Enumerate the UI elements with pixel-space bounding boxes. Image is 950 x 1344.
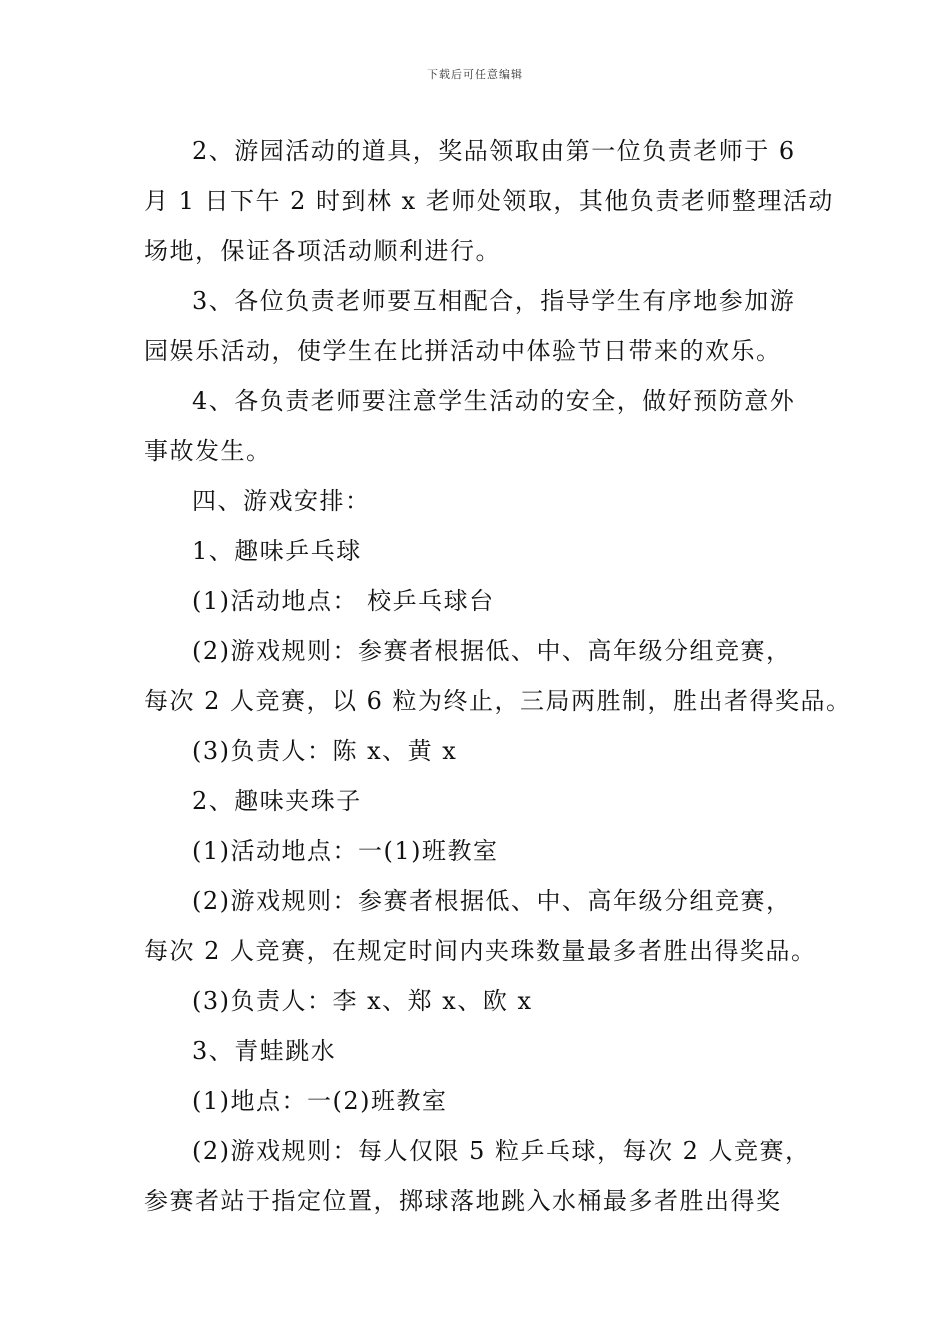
paragraph-line: 月 1 日下午 2 时到林 x 老师处领取，其他负责老师整理活动 [144, 187, 834, 215]
paragraph-line: 事故发生。 [144, 437, 272, 465]
paragraph-line: 场地，保证各项活动顺利进行。 [144, 237, 501, 265]
game-location: (1)活动地点：一(1)班教室 [192, 837, 499, 865]
game-rules: (2)游戏规则：每人仅限 5 粒乒乓球，每次 2 人竞赛， [192, 1137, 811, 1165]
paragraph-line: 2、游园活动的道具，奖品领取由第一位负责老师于 6 [192, 137, 796, 165]
game-heading: 1、趣味乒乓球 [192, 537, 362, 565]
section-heading: 四、游戏安排： [192, 487, 371, 515]
page-header: 下载后可任意编辑 [427, 68, 523, 81]
game-rules-continued: 每次 2 人竞赛，在规定时间内夹珠数量最多者胜出得奖品。 [144, 937, 817, 965]
game-rules: (2)游戏规则：参赛者根据低、中、高年级分组竞赛， [192, 637, 792, 665]
game-rules-continued: 每次 2 人竞赛，以 6 粒为终止，三局两胜制，胜出者得奖品。 [144, 687, 852, 715]
game-heading: 2、趣味夹珠子 [192, 787, 362, 815]
game-owner: (3)负责人：李 x、郑 x、欧 x [192, 987, 533, 1015]
game-owner: (3)负责人：陈 x、黄 x [192, 737, 458, 765]
game-rules: (2)游戏规则：参赛者根据低、中、高年级分组竞赛， [192, 887, 792, 915]
game-location: (1)活动地点： 校乒乓球台 [192, 587, 495, 615]
paragraph-line: 4、各负责老师要注意学生活动的安全，做好预防意外 [192, 387, 796, 415]
game-heading: 3、青蛙跳水 [192, 1037, 337, 1065]
document-body [144, 126, 852, 1226]
game-rules-continued: 参赛者站于指定位置，掷球落地跳入水桶最多者胜出得奖 [144, 1187, 782, 1215]
game-location: (1)地点：一(2)班教室 [192, 1087, 448, 1115]
paragraph-line: 3、各位负责老师要互相配合，指导学生有序地参加游 [192, 287, 796, 315]
paragraph-line: 园娱乐活动，使学生在比拼活动中体验节日带来的欢乐。 [144, 337, 782, 365]
